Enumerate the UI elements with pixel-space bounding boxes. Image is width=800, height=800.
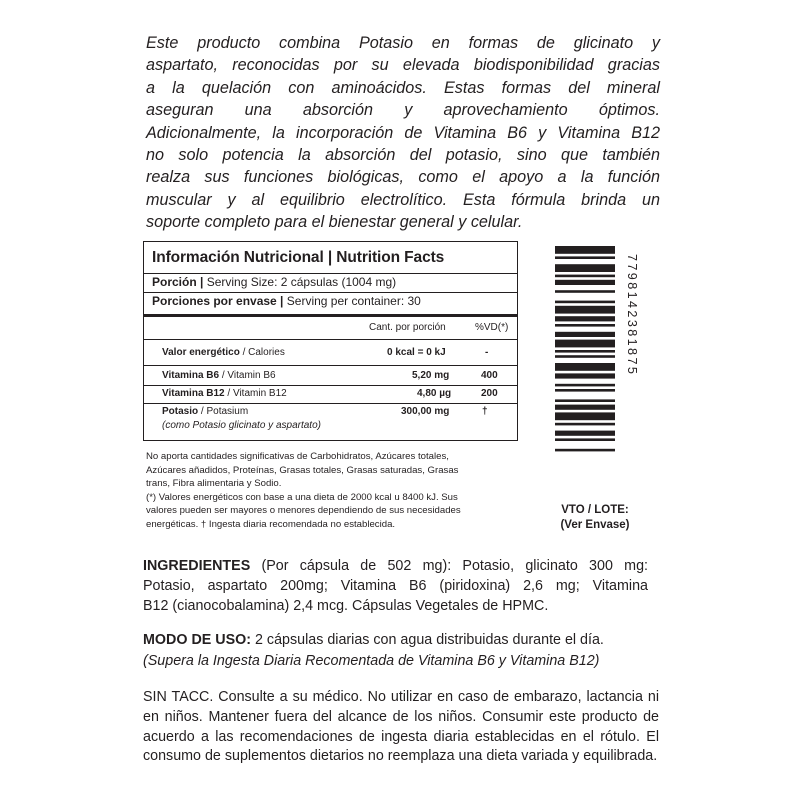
description-line: aseguran una absorción y aprovechamiento óptimos. bbox=[146, 101, 660, 120]
serving-size-value: Serving Size: 2 cápsulas (1004 mg) bbox=[206, 275, 397, 289]
servings-per-container bbox=[152, 294, 421, 308]
description-line: soporte completo para el bienestar general y celular. bbox=[146, 213, 523, 232]
barcode-bar bbox=[555, 431, 615, 436]
footnote-line: valores pueden ser mayores o menores dependiendo de sus necesidades bbox=[146, 505, 461, 516]
servings-label: Porciones por envase | bbox=[152, 294, 284, 308]
barcode-digits: 7798142381875 bbox=[625, 254, 639, 377]
potasio-note: (como Potasio glicinato y aspartato) bbox=[162, 420, 321, 431]
usage-text: 2 cápsulas diarias con agua distribuidas durante el día. bbox=[251, 632, 604, 648]
description-line: aspartato, reconocidas por su elevada biodisponibilidad gracias bbox=[146, 56, 660, 75]
usage-instructions bbox=[143, 630, 663, 672]
warning-line: SIN TACC. Consulte a su médico. No utilizar en caso de embarazo, lactancia ni bbox=[143, 689, 659, 705]
column-header-dv: %VD(*) bbox=[475, 322, 509, 333]
barcode-bar bbox=[555, 301, 615, 304]
nutrient-dv: 200 bbox=[481, 388, 498, 399]
ingredients-text: (Por cápsula de 502 mg): Potasio, glicinato 300 mg: bbox=[250, 558, 648, 574]
nutrition-title: Información Nutricional | Nutrition Facts bbox=[152, 249, 445, 266]
warning-line: en niños. Mantener fuera del alcance de los niños. Consumir este producto de bbox=[143, 708, 659, 725]
ingredients-label: INGREDIENTES bbox=[143, 558, 251, 574]
barcode-bar bbox=[555, 373, 615, 378]
column-header-amount: Cant. por porción bbox=[369, 322, 446, 333]
nutrient-amount: 0 kcal = 0 kJ bbox=[387, 347, 446, 358]
usage-note: (Supera la Ingesta Diaria Recomentada de Vitamina B6 y Vitamina B12) bbox=[143, 653, 600, 669]
description-line: realza sus funciones biológicas, como el apoyo a la función bbox=[146, 168, 660, 187]
barcode-bar bbox=[555, 384, 615, 387]
usage-label: MODO DE USO: bbox=[143, 632, 252, 648]
barcode-bar bbox=[555, 389, 615, 392]
serving-size bbox=[152, 275, 396, 289]
barcode-bar bbox=[555, 423, 615, 426]
barcode-bar bbox=[555, 449, 615, 452]
nutrient-name: Valor energético / Calories bbox=[162, 347, 285, 358]
ingredients-text: B12 (cianocobalamina) 2,4 mcg. Cápsulas Vegetales de HPMC. bbox=[143, 598, 549, 614]
barcode bbox=[555, 246, 639, 454]
barcode-bar bbox=[555, 350, 615, 353]
nutrition-facts-table bbox=[143, 241, 518, 441]
nutrient-name: Potasio / Potasium bbox=[162, 406, 249, 417]
ingredients bbox=[143, 556, 648, 616]
expiry-lot bbox=[550, 503, 640, 533]
barcode-bar bbox=[555, 256, 615, 259]
description-line: a la quelación con aminoácidos. Estas formas del mineral bbox=[146, 78, 660, 97]
description-line: Este producto combina Potasio en formas de glicinato y bbox=[146, 34, 660, 52]
warnings bbox=[143, 688, 659, 767]
barcode-bar bbox=[555, 438, 615, 441]
barcode-bar bbox=[555, 306, 615, 314]
description-line: Adicionalmente, la incorporación de Vitamina B6 y Vitamina B12 bbox=[146, 123, 660, 142]
nutrient-name: Vitamina B6 / Vitamin B6 bbox=[162, 370, 276, 381]
barcode-bar bbox=[555, 399, 615, 402]
footnote-line: (*) Valores energéticos con base a una dieta de 2000 kcal u 8400 kJ. Sus bbox=[146, 491, 458, 503]
barcode-bar bbox=[555, 363, 615, 371]
barcode-bar bbox=[555, 264, 615, 272]
warning-line: consumo de suplementos dietarios no reemplaza una dieta variada y equilibrada. bbox=[143, 748, 658, 765]
description-line: muscular y al equilibrio electrolítico. Esta fórmula brinda un bbox=[146, 190, 660, 209]
barcode-bar bbox=[555, 340, 615, 348]
ingredients-text: Potasio, aspartato 200mg; Vitamina B6 (piridoxina) 2,6 mg; Vitamina bbox=[143, 578, 648, 594]
nutrient-amount: 4,80 µg bbox=[417, 388, 452, 399]
barcode-bar bbox=[555, 280, 615, 285]
warning-line: acuerdo a las recomendaciones de ingesta diaria establecidas en el rótulo. El bbox=[143, 728, 659, 745]
barcode-bar bbox=[555, 246, 615, 254]
servings-value: Serving per container: 30 bbox=[286, 294, 421, 308]
nutrient-amount: 300,00 mg bbox=[401, 406, 450, 417]
barcode-bar bbox=[555, 332, 615, 337]
footnote-line: Azúcares añadidos, Proteínas, Grasas totales, Grasas saturadas, Grasas bbox=[146, 464, 459, 476]
barcode-bar bbox=[555, 324, 615, 327]
barcode-bar bbox=[555, 355, 615, 358]
barcode-bar bbox=[555, 290, 615, 293]
product-description bbox=[146, 32, 660, 234]
nutrient-dv: † bbox=[482, 406, 488, 417]
expiry-lot-label: VTO / LOTE: bbox=[561, 504, 629, 516]
footnote-line: energéticas. † Ingesta diaria recomendada no establecida. bbox=[146, 518, 396, 530]
barcode-bars bbox=[555, 246, 615, 451]
barcode-bar bbox=[555, 275, 615, 278]
footnote-line: No aporta cantidades significativas de Carbohidratos, Azúcares totales, bbox=[146, 451, 449, 462]
nutrient-dv: 400 bbox=[481, 370, 498, 381]
barcode-bar bbox=[555, 412, 615, 420]
nutrient-name: Vitamina B12 / Vitamin B12 bbox=[162, 388, 287, 399]
description-line: no solo potencia la absorción del potasio, sino que también bbox=[146, 146, 660, 165]
nutrient-amount: 5,20 mg bbox=[412, 370, 450, 381]
footnote-line: trans, Fibra alimentaria y Sodio. bbox=[146, 478, 282, 489]
expiry-lot-note: (Ver Envase) bbox=[560, 519, 630, 531]
serving-size-label: Porción | bbox=[152, 275, 204, 289]
nutrient-dv: - bbox=[485, 347, 489, 358]
nutrition-footnote bbox=[146, 450, 518, 531]
barcode-bar bbox=[555, 316, 615, 321]
barcode-bar bbox=[555, 405, 615, 410]
